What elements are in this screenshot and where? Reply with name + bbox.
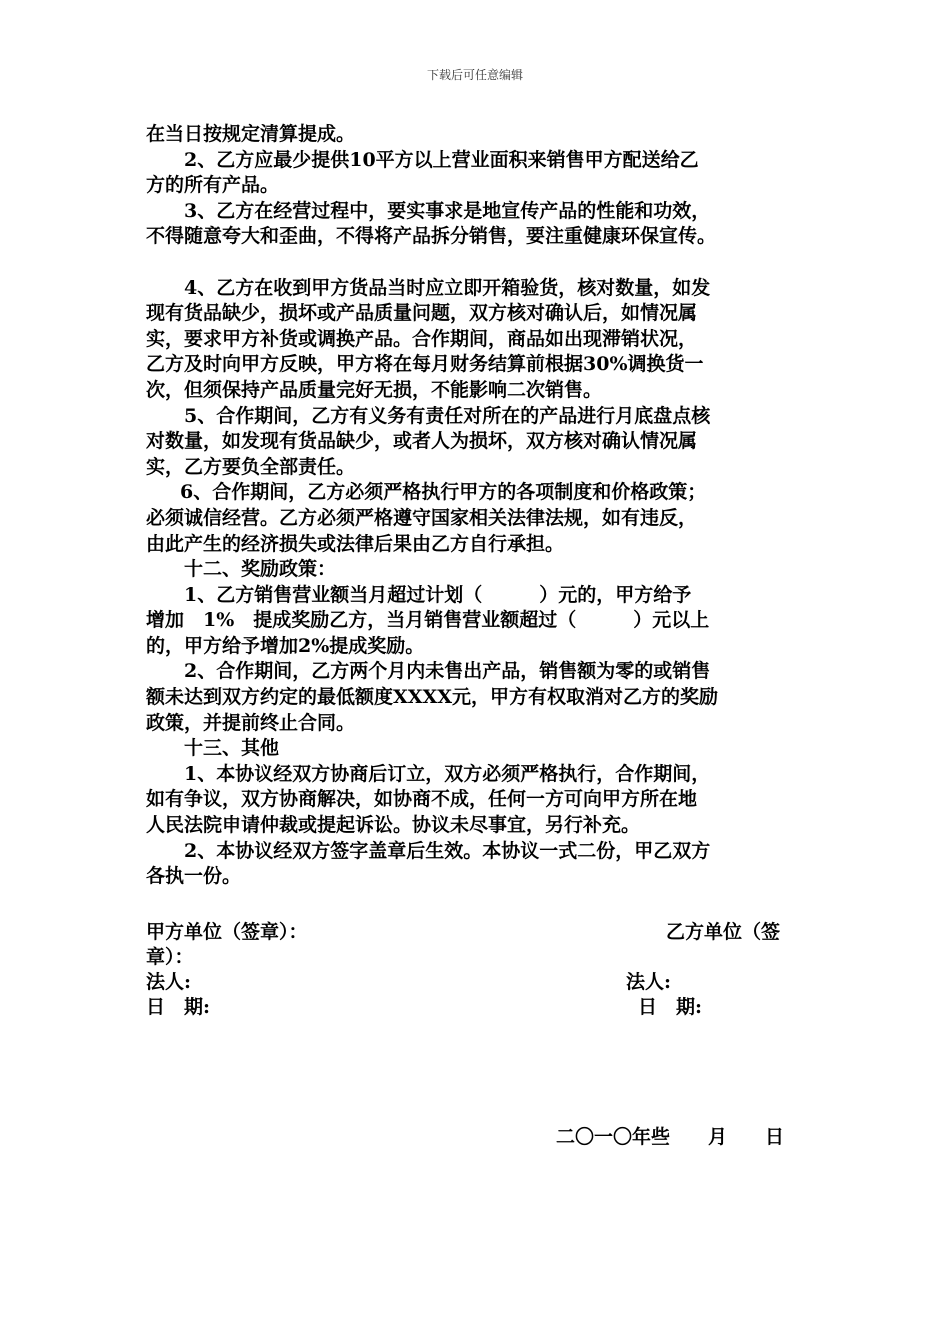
- body-line: 1、乙方销售营业额当月超过计划（ ）元的，甲方给予: [184, 583, 692, 606]
- body-line: 乙方及时向甲方反映，甲方将在每月财务结算前根据30%调换货一: [146, 353, 704, 376]
- party-b-date-label: 日 期:: [638, 996, 703, 1018]
- section-heading: 十三、其他: [184, 737, 280, 760]
- party-a-legal-label: 法人:: [146, 971, 192, 993]
- body-line: 6、合作期间，乙方必须严格执行甲方的各项制度和价格政策；: [180, 481, 707, 504]
- body-line: 各执一份。: [146, 865, 242, 888]
- body-line: 在当日按规定清算提成。: [146, 123, 356, 145]
- body-line: 额未达到双方约定的最低额度XXXX元，甲方有权取消对乙方的奖励: [146, 686, 718, 709]
- body-line: 2、本协议经双方签字盖章后生效。本协议一式二份，甲乙双方: [184, 839, 711, 862]
- body-line: 实，乙方要负全部责任。: [146, 455, 356, 478]
- blank-line: [146, 250, 810, 276]
- body-line: 次，但须保持产品质量完好无损，不能影响二次销售。: [146, 378, 603, 401]
- body-line: 现有货品缺少，损坏或产品质量问题，双方核对确认后，如情况属: [146, 302, 698, 325]
- body-line: 由此产生的经济损失或法律后果由乙方自行承担。: [146, 532, 565, 555]
- body-line: 2、乙方应最少提供10平方以上营业面积来销售甲方配送给乙: [184, 148, 699, 171]
- section-heading: 十二、奖励政策：: [184, 558, 337, 581]
- body-line: 5、合作期间，乙方有义务有责任对所在的产品进行月底盘点核: [184, 404, 711, 427]
- body-line: 增加 1% 提成奖励乙方，当月销售营业额超过（ ）元以上: [146, 609, 710, 632]
- body-line: 实，要求甲方补货或调换产品。合作期间，商品如出现滞销状况，: [146, 327, 698, 350]
- party-b-legal-label: 法人:: [626, 971, 672, 993]
- body-line: 必须诚信经营。乙方必须严格遵守国家相关法律法规，如有违反，: [146, 506, 698, 529]
- page-header-note: 下载后可任意编辑: [426, 68, 523, 82]
- party-a-unit-label: 甲方单位（签章）：: [146, 921, 308, 943]
- party-b-unit-label-cont: 章）：: [146, 946, 194, 968]
- body-line: 2、合作期间，乙方两个月内未售出产品，销售额为零的或销售: [184, 660, 711, 683]
- body-line: 的，甲方给予增加2%提成奖励。: [146, 634, 425, 657]
- contract-body: [146, 122, 810, 890]
- body-line: 方的所有产品。: [146, 174, 280, 197]
- body-line: 3、乙方在经营过程中，要实事求是地宣传产品的性能和功效，: [184, 199, 711, 222]
- body-line: 政策，并提前终止合同。: [146, 711, 356, 734]
- party-b-unit-label: 乙方单位（签: [666, 921, 781, 943]
- party-a-date-label: 日 期:: [146, 996, 211, 1018]
- body-line: 1、本协议经双方协商后订立，双方必须严格执行，合作期间，: [184, 762, 711, 785]
- contract-date-line: 二〇一〇年些 月 日: [556, 1126, 785, 1148]
- body-line: 不得随意夸大和歪曲，不得将产品拆分销售，要注重健康环保宣传。: [146, 225, 717, 248]
- body-line: 如有争议，双方协商解决，如协商不成，任何一方可向甲方所在地: [146, 788, 698, 811]
- body-line: 对数量，如发现有货品缺少，或者人为损坏，双方核对确认情况属: [146, 430, 698, 453]
- body-line: 人民法院申请仲裁或提起诉讼。协议未尽事宜，另行补充。: [146, 814, 641, 837]
- body-line: 4、乙方在收到甲方货品当时应立即开箱验货，核对数量，如发: [184, 276, 711, 299]
